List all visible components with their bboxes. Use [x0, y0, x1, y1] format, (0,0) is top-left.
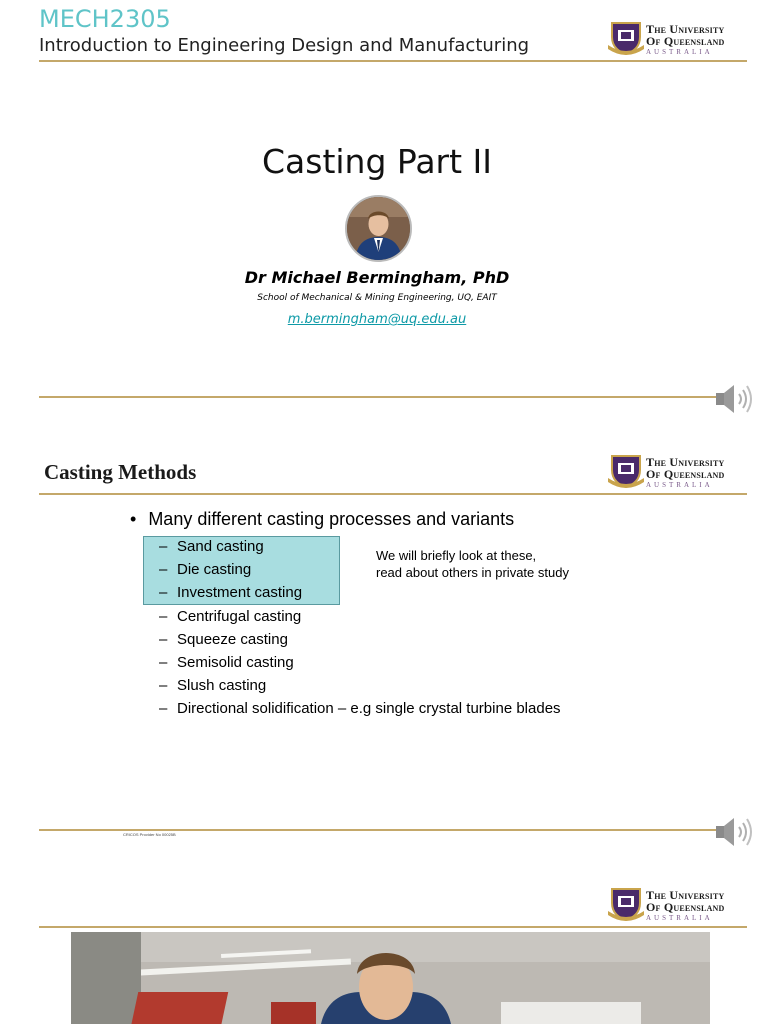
list-item: – Sand casting: [159, 538, 264, 555]
list-item: – Squeeze casting: [159, 630, 288, 648]
logo-line2: Of Queensland: [646, 467, 725, 481]
presenter-affiliation: School of Mechanical & Mining Engineering, UQ, EAIT: [257, 293, 497, 303]
logo-line3: AUSTRALIA: [646, 914, 713, 922]
slide3-header-divider: [39, 926, 747, 928]
course-title: Introduction to Engineering Design and Manufacturing: [39, 35, 530, 56]
list-item-text: Centrifugal casting: [177, 607, 302, 625]
slide-title: Casting Part II: [261, 142, 493, 181]
list-item-text: Squeeze casting: [177, 630, 288, 648]
study-note-line1: We will briefly look at these,: [376, 548, 537, 563]
list-item-text: Directional solidification – e.g single crystal turbine blades: [177, 700, 561, 718]
speaker-icon[interactable]: [714, 380, 754, 418]
logo-line3: AUSTRALIA: [646, 481, 713, 489]
slide2-footer-divider: [39, 829, 719, 831]
uq-logo: [608, 453, 748, 489]
list-item: – Die casting: [159, 561, 252, 579]
presenter-name: Dr Michael Bermingham, PhD: [244, 268, 510, 287]
cricos-text: CRICOS Provider No 00025B: [123, 832, 176, 837]
slide2-header-divider: [39, 493, 747, 495]
logo-line3: AUSTRALIA: [646, 48, 713, 56]
logo-line1: The University: [646, 455, 725, 469]
list-item: – Investment casting: [159, 584, 303, 602]
speaker-icon[interactable]: [714, 813, 754, 851]
list-item-text: Investment casting: [177, 584, 303, 602]
list-item: – Semisolid casting: [159, 654, 294, 672]
uq-logo: [608, 20, 748, 56]
presenter-email-link[interactable]: m.bermingham@uq.edu.au: [287, 312, 467, 327]
uq-crest-icon: [608, 887, 644, 921]
course-code: MECH2305: [39, 5, 171, 33]
slide1-footer-divider: [39, 396, 719, 398]
uq-crest-icon: [608, 454, 644, 488]
list-item: – Directional solidification – e.g single crystal turbine blades: [159, 700, 561, 718]
main-bullet: [130, 509, 514, 530]
logo-line2: Of Queensland: [646, 34, 725, 48]
list-item-text: Slush casting: [177, 677, 267, 695]
list-item-text: Die casting: [177, 561, 252, 579]
list-item-text: Semisolid casting: [177, 654, 294, 672]
presenter-video-photo: [71, 932, 710, 1024]
logo-line2: Of Queensland: [646, 900, 725, 914]
list-item-text: Sand casting: [177, 538, 264, 555]
uq-crest-icon: [608, 21, 644, 55]
bullet-dot: •: [130, 509, 137, 529]
list-item: – Slush casting: [159, 677, 267, 695]
presenter-avatar: [345, 195, 412, 262]
list-item: – Centrifugal casting: [159, 607, 302, 625]
study-note-line2: read about others in private study: [376, 565, 569, 580]
header-divider: [39, 60, 747, 62]
logo-line1: The University: [646, 888, 725, 902]
study-note: [376, 547, 569, 581]
main-bullet-text: Many different casting processes and variants: [148, 509, 515, 529]
uq-logo: [608, 886, 748, 922]
logo-line1: The University: [646, 22, 725, 36]
slide2-title: Casting Methods: [44, 460, 197, 484]
